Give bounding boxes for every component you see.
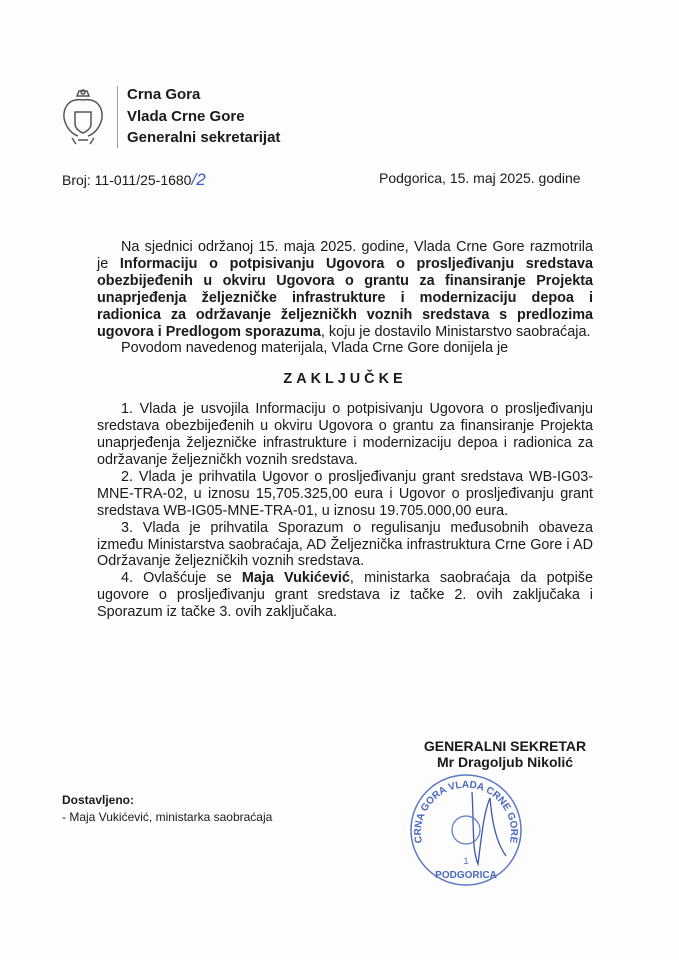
stamp-city: PODGORICA [435,870,497,881]
conclusion-3: 3. Vlada je prihvatila Sporazum o regulisanju međusobnih obaveza između Ministarstva saobraćaja, AD Željeznička infrastruktura Crne Gore i AD Održavanje željezničkih voznih sredstava. [97,519,593,570]
handwritten-suffix: /2 [191,170,206,189]
document-number [62,170,206,190]
conclusion-2: 2. Vlada je prihvatila Ugovor o prosljeđivanju grant sredstava WB-IG03-MNE-TRA-02, u iznosu 15,705.325,00 eura i Ugovor o prosljeđivanju grant sredstava WB-IG05-MNE-TRA-01, u iznosu 19.705.000,00 eura. [97,468,593,519]
coat-of-arms-icon [60,88,106,146]
number-label: Broj: 11-011/25-1680 [62,172,192,188]
org-department: Generalni sekretarijat [127,129,281,146]
delivered-to [62,792,272,826]
org-country: Crna Gora [127,86,201,103]
conclusion-1: 1. Vlada je usvojila Informaciju o potpisivanju Ugovora o prosljeđivanju sredstava obezbijeđenih u okviru Ugovora o grantu za finansiranje Projekta unaprjeđenja željezničke infrastrukture i modernizaciju depoa i radionica za održavanje željezničkh voznih sredstava. [97,401,593,468]
stamp-number: 1 [463,856,469,866]
signer-name: Mr Dragoljub Nikolić [436,754,574,770]
section-title: ZAKLJUČKE [283,371,407,388]
stamp-text: CRNA GORA VLADA CRNE GORE [412,779,520,844]
organization-header [127,84,280,149]
signature-block [400,738,610,770]
signer-title: GENERALNI SEKRETAR [423,738,587,754]
intro-paragraph-2: Povodom navedenog materijala, Vlada Crne Gore donijela je [121,340,509,357]
header-divider [117,86,118,148]
delivered-label: Dostavljeno: [62,793,135,807]
conclusion-4: 4. Ovlašćuje se Maja Vukićević, ministarka saobraćaja da potpiše ugovore o prosljeđivanju grant sredstava iz tačke 2. ovih zaključaka i Sporazum iz tačke 3. ovih zaključaka. [97,570,593,621]
document-body [97,239,593,621]
official-stamp [408,772,524,888]
place-date: Podgorica, 15. maj 2025. godine [379,170,581,186]
intro-paragraph: Na sjednici održanoj 15. maja 2025. godine, Vlada Crne Gore razmotrila je Informaciju o potpisivanju Ugovora o prosljeđivanju sredstava obezbijeđenih u okviru Ugovora o grantu za finansiranje Projekta unaprjeđenja željezničke infrastrukture i modernizaciju depoa i radionica za održavanje željezničkh voznih sredstava s predlozima ugovora i Predlogom sporazuma, koju je dostavilo Ministarstvo saobraćaja. [97,239,594,340]
org-government: Vlada Crne Gore [127,107,245,125]
delivered-item: - Maja Vukićević, ministarka saobraćaja [62,810,273,824]
